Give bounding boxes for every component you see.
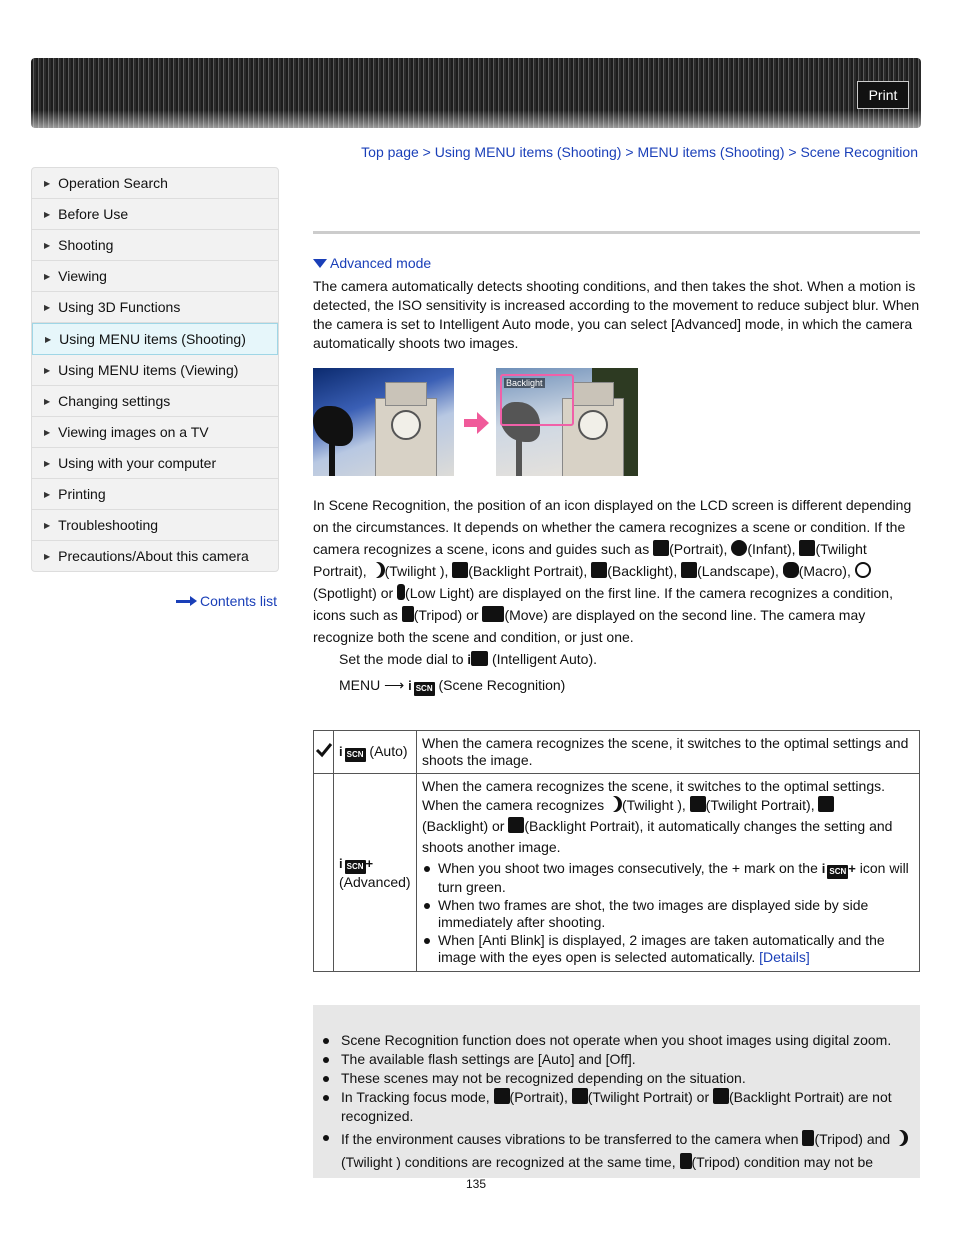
option-label: (Auto) bbox=[369, 742, 408, 759]
spotlight-icon bbox=[855, 562, 871, 578]
option-auto-desc: When the camera recognizes the scene, it switches to the optimal settings and shoots the image. bbox=[417, 731, 920, 774]
triangle-right-icon: ▶ bbox=[44, 458, 51, 468]
list-item: When [Anti Blink] is displayed, 2 images are taken automatically and the image with the eyes open is selected automatically. [Details] bbox=[438, 932, 914, 966]
contents-list-link[interactable] bbox=[176, 593, 277, 609]
twilight-portrait-icon bbox=[690, 796, 706, 812]
triangle-right-icon: ▶ bbox=[44, 240, 51, 250]
triangle-right-icon: ▶ bbox=[44, 209, 51, 219]
sidebar-item-label: Operation Search bbox=[58, 175, 168, 191]
tripod-icon bbox=[402, 606, 414, 622]
checkmark-icon bbox=[315, 742, 333, 758]
notes-list bbox=[313, 1031, 919, 1174]
advanced-mode-label: Advanced mode bbox=[330, 255, 432, 271]
triangle-right-icon: ▶ bbox=[44, 271, 51, 281]
scene-text: In Scene Recognition, the position of an icon displayed on the LCD screen is different depending on the circumstances. It depends on whether the camera recognizes a scene or condition. If the camera recognizes a scene, icons and guides such as bbox=[313, 497, 912, 557]
scene-text: (Move) are displayed on the second line. The camera may recognize both the scene and condition, or just one. bbox=[313, 607, 866, 645]
option-label: (Advanced) bbox=[339, 873, 411, 890]
scene-text: (Infant), bbox=[747, 541, 800, 557]
arrow-right-icon bbox=[176, 596, 198, 606]
portrait-icon bbox=[494, 1088, 510, 1104]
sidebar-item-label: Using MENU items (Viewing) bbox=[58, 362, 239, 378]
intro-paragraph: The camera automatically detects shooting conditions, and then takes the shot. When a motion is detected, the ISO sensitivity is increased according to the movement to reduce subject blur. When the camera is set to Intelligent Auto mode, you can select [Advanced] mode, in which the camera automatically shoots two images. bbox=[313, 278, 920, 351]
sidebar-nav bbox=[31, 167, 279, 572]
list-item: When you shoot two images consecutively, the + mark on the i SCN + icon will turn green. bbox=[438, 860, 914, 896]
sidebar-item-label: Troubleshooting bbox=[58, 517, 159, 533]
triangle-right-icon: ▶ bbox=[44, 551, 51, 561]
scene-example-after-image bbox=[496, 368, 638, 476]
portrait-icon bbox=[653, 540, 669, 556]
breadcrumb-separator: > bbox=[418, 144, 435, 160]
triangle-right-icon: ▶ bbox=[44, 178, 51, 188]
list-item: In Tracking focus mode, (Portrait), (Twilight Portrait) or (Backlight Portrait) are not recognized. bbox=[341, 1088, 919, 1126]
sidebar-item-label: Changing settings bbox=[58, 393, 171, 409]
print-button[interactable]: Print bbox=[857, 81, 909, 109]
sidebar-item-printing[interactable] bbox=[32, 479, 278, 510]
sidebar-item-precautions[interactable] bbox=[32, 541, 278, 571]
sidebar-item-changing-settings[interactable] bbox=[32, 386, 278, 417]
breadcrumb bbox=[361, 144, 918, 160]
backlight-portrait-icon bbox=[452, 562, 468, 578]
list-item: These scenes may not be recognized depending on the situation. bbox=[341, 1069, 919, 1088]
breadcrumb-separator: > bbox=[784, 144, 801, 160]
low-light-icon bbox=[397, 584, 405, 600]
sidebar-item-label: Precautions/About this camera bbox=[58, 548, 249, 564]
sidebar-item-shooting[interactable] bbox=[32, 230, 278, 261]
triangle-right-icon: ▶ bbox=[44, 427, 51, 437]
scene-recognition-advanced-icon: i SCN + bbox=[339, 856, 373, 871]
sidebar-item-viewing-tv[interactable] bbox=[32, 417, 278, 448]
sidebar-item-menu-shooting[interactable] bbox=[32, 323, 278, 355]
unselected-cell bbox=[314, 774, 334, 972]
scene-recognition-advanced-icon: i SCN + bbox=[822, 861, 856, 876]
sidebar-item-label: Using with your computer bbox=[58, 455, 217, 471]
header-banner bbox=[31, 58, 921, 128]
scene-text: (Portrait), bbox=[669, 541, 732, 557]
sidebar-item-troubleshooting[interactable] bbox=[32, 510, 278, 541]
breadcrumb-using-menu-shooting[interactable]: Using MENU items (Shooting) bbox=[434, 144, 622, 160]
scene-text: (Twilight ), bbox=[384, 563, 453, 579]
tripod-icon bbox=[680, 1153, 692, 1169]
desc-text-block: When the camera recognizes (Twilight ), (Twilight Portrait), (Backlight) or (Backlight Portrait), it automatically changes the setting and shoots another image. bbox=[422, 797, 893, 855]
twilight-icon bbox=[894, 1130, 908, 1146]
step-menu-path bbox=[339, 676, 899, 696]
page-number: 135 bbox=[466, 1177, 487, 1191]
scene-recognition-icon: i SCN bbox=[339, 744, 366, 759]
arrow-right-icon bbox=[464, 412, 490, 434]
options-table bbox=[313, 730, 920, 972]
sidebar-item-label: Using MENU items (Shooting) bbox=[59, 331, 246, 347]
backlight-icon bbox=[591, 562, 607, 578]
sidebar-item-label: Viewing images on a TV bbox=[58, 424, 209, 440]
list-item: When two frames are shot, the two images are displayed side by side immediately after shooting. bbox=[438, 897, 914, 931]
sidebar-item-operation-search[interactable] bbox=[32, 168, 278, 199]
scene-text: (Macro), bbox=[798, 563, 855, 579]
scene-text: (Landscape), bbox=[697, 563, 783, 579]
advanced-mode-link[interactable] bbox=[313, 255, 431, 271]
arrow-right-icon: ⟶ bbox=[384, 677, 405, 693]
move-icon bbox=[482, 606, 504, 622]
macro-icon bbox=[783, 562, 799, 578]
option-advanced[interactable] bbox=[334, 774, 417, 972]
list-item: Scene Recognition function does not operate when you shoot images using digital zoom. bbox=[341, 1031, 919, 1050]
backlight-portrait-icon bbox=[508, 817, 524, 833]
triangle-right-icon: ▶ bbox=[44, 396, 51, 406]
list-item: The available flash settings are [Auto] and [Off]. bbox=[341, 1050, 919, 1069]
twilight-portrait-icon bbox=[799, 540, 815, 556]
sidebar-item-computer[interactable] bbox=[32, 448, 278, 479]
option-auto[interactable] bbox=[334, 731, 417, 774]
twilight-icon bbox=[371, 562, 385, 578]
backlight-portrait-icon bbox=[713, 1088, 729, 1104]
breadcrumb-top-page[interactable]: Top page bbox=[361, 144, 419, 160]
triangle-right-icon: ▶ bbox=[44, 365, 51, 375]
backlight-tag: Backlight bbox=[506, 378, 543, 388]
breadcrumb-menu-items-shooting[interactable]: MENU items (Shooting) bbox=[637, 144, 785, 160]
sidebar-item-before-use[interactable] bbox=[32, 199, 278, 230]
intelligent-auto-icon: i bbox=[467, 652, 488, 667]
table-row bbox=[314, 774, 920, 972]
twilight-icon bbox=[608, 796, 622, 812]
notes-box bbox=[313, 1005, 920, 1178]
scene-text: (Backlight), bbox=[607, 563, 682, 579]
triangle-right-icon: ▶ bbox=[45, 334, 52, 344]
scene-recognition-icon: i SCN bbox=[408, 678, 435, 693]
landscape-icon bbox=[681, 562, 697, 578]
sidebar-item-viewing[interactable] bbox=[32, 261, 278, 292]
sidebar-item-menu-viewing[interactable] bbox=[32, 355, 278, 386]
option-advanced-desc bbox=[417, 774, 920, 972]
breadcrumb-separator: > bbox=[621, 144, 638, 160]
step-text: (Intelligent Auto). bbox=[491, 651, 597, 667]
triangle-right-icon: ▶ bbox=[44, 489, 51, 499]
advanced-notes-list bbox=[422, 860, 914, 966]
selected-cell bbox=[314, 731, 334, 774]
contents-list-label: Contents list bbox=[200, 593, 278, 609]
step-text: (Scene Recognition) bbox=[438, 677, 566, 693]
triangle-right-icon: ▶ bbox=[44, 520, 51, 530]
scene-text: (Backlight Portrait), bbox=[468, 563, 592, 579]
menu-label: MENU bbox=[339, 677, 381, 693]
details-link[interactable]: [Details] bbox=[759, 949, 810, 965]
desc-text: When the camera recognizes the scene, it switches to the optimal settings. bbox=[422, 778, 886, 794]
scene-paragraph bbox=[313, 494, 920, 648]
scene-example-before-image bbox=[313, 368, 454, 476]
triangle-right-icon: ▶ bbox=[44, 302, 51, 312]
table-row bbox=[314, 731, 920, 774]
scene-text: (Tripod) or bbox=[413, 607, 483, 623]
step-set-mode-dial bbox=[339, 650, 899, 669]
scene-text: (Low Light) are displayed on the first line. If the camera recognizes a condition, icons such as bbox=[313, 585, 893, 623]
twilight-portrait-icon bbox=[572, 1088, 588, 1104]
sidebar-item-3d-functions[interactable] bbox=[32, 292, 278, 323]
sidebar-item-label: Shooting bbox=[58, 237, 114, 253]
list-item: If the environment causes vibrations to be transferred to the camera when (Tripod) and (Twilight ) conditions are recognized at the same time, (Tripod) condition may not be bbox=[341, 1128, 919, 1174]
sidebar-item-label: Viewing bbox=[58, 268, 107, 284]
sidebar-item-label: Printing bbox=[58, 486, 106, 502]
triangle-down-icon bbox=[313, 259, 327, 268]
tripod-icon bbox=[802, 1130, 814, 1146]
title-divider bbox=[313, 231, 920, 234]
scene-text: (Twilight Portrait), bbox=[313, 541, 867, 579]
step-text: Set the mode dial to bbox=[339, 651, 468, 667]
scene-text: (Spotlight) or bbox=[313, 585, 398, 601]
infant-icon bbox=[731, 540, 747, 556]
sidebar-item-label: Before Use bbox=[58, 206, 129, 222]
breadcrumb-scene-recognition[interactable]: Scene Recognition bbox=[800, 144, 918, 160]
sidebar-item-label: Using 3D Functions bbox=[58, 299, 181, 315]
backlight-icon bbox=[818, 796, 834, 812]
